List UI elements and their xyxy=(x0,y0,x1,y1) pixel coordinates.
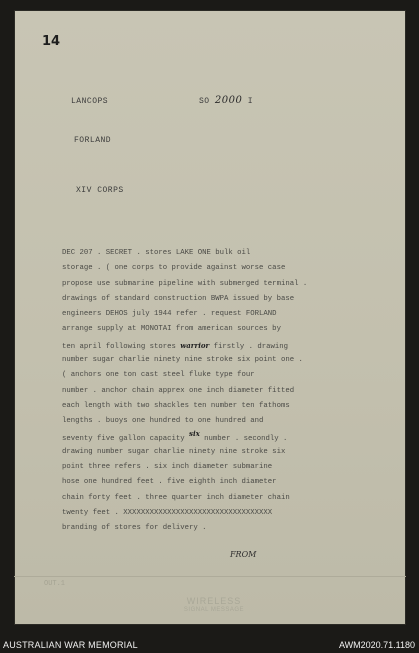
body-line: number sugar charlie ninety nine stroke six point one . xyxy=(62,356,303,365)
header-suffix: I xyxy=(247,97,253,106)
body-line-text: seventy five gallon capacity xyxy=(62,434,185,443)
accession-number: AWM2020.71.1180 xyxy=(338,640,415,650)
handwritten-number: 2000 xyxy=(214,95,243,106)
body-line: lengths . buoys one hundred to one hundred and xyxy=(62,417,264,426)
body-line-text: firstly . drawing xyxy=(213,342,289,351)
body-line: storage . ( one corps to provide against worse case xyxy=(62,264,286,273)
form-watermark xyxy=(114,596,314,613)
handwritten-insert: warrior xyxy=(180,340,210,350)
handwritten-from: FROM xyxy=(230,550,257,559)
body-line: point three refers . six inch diameter submarine xyxy=(62,463,273,472)
body-line: drawing number sugar charlie ninety nine stroke six xyxy=(62,447,286,456)
handwritten-insert: six xyxy=(189,429,200,438)
archive-name: AUSTRALIAN WAR MEMORIAL xyxy=(3,640,138,650)
page-fold xyxy=(14,576,406,577)
body-line: drawings of standard construction BWPA issued by base xyxy=(62,294,295,303)
body-line: arrange supply at MONOTAI from american sources by xyxy=(62,325,281,334)
archive-footer xyxy=(0,636,419,653)
header-prefix: SO xyxy=(199,97,210,106)
message-body xyxy=(62,246,382,537)
body-line: branding of stores for delivery . xyxy=(62,524,207,533)
body-line: twenty feet . XXXXXXXXXXXXXXXXXXXXXXXXXXXXXXXXXX xyxy=(62,509,273,518)
body-line: propose use submarine pipeline with submerged terminal . xyxy=(62,279,308,288)
watermark-title: WIRELESS xyxy=(186,596,242,606)
body-line: ( anchors one ton cast steel fluke type four xyxy=(62,371,255,380)
corner-mark: 14 xyxy=(42,34,61,49)
header-reference xyxy=(199,95,253,106)
body-line: engineers DEHOS july 1944 refer . request FORLAND xyxy=(62,310,277,319)
header-from: LANCOPS xyxy=(71,97,109,106)
document-page xyxy=(14,10,406,625)
body-line-text: number . secondly . xyxy=(204,434,288,443)
body-line: each length with two shackles ten number ten fathoms xyxy=(62,401,290,410)
watermark-subtitle: SIGNAL MESSAGE xyxy=(183,607,245,613)
faint-form-label: OUT.1 xyxy=(44,580,66,588)
addressee: FORLAND xyxy=(74,136,112,145)
body-line: chain forty feet . three quarter inch diameter chain xyxy=(62,493,290,502)
info-addressee: XIV CORPS xyxy=(76,186,124,195)
body-line: hose one hundred feet . five eighth inch diameter xyxy=(62,478,277,487)
body-line-text: ten april following stores xyxy=(62,342,176,351)
body-line-with-annotation xyxy=(62,338,382,353)
body-line-with-annotation xyxy=(62,430,382,445)
body-line: DEC 207 . SECRET . stores LAKE ONE bulk oil xyxy=(62,249,251,257)
body-line: number . anchor chain apprex one inch diameter fitted xyxy=(62,386,295,395)
